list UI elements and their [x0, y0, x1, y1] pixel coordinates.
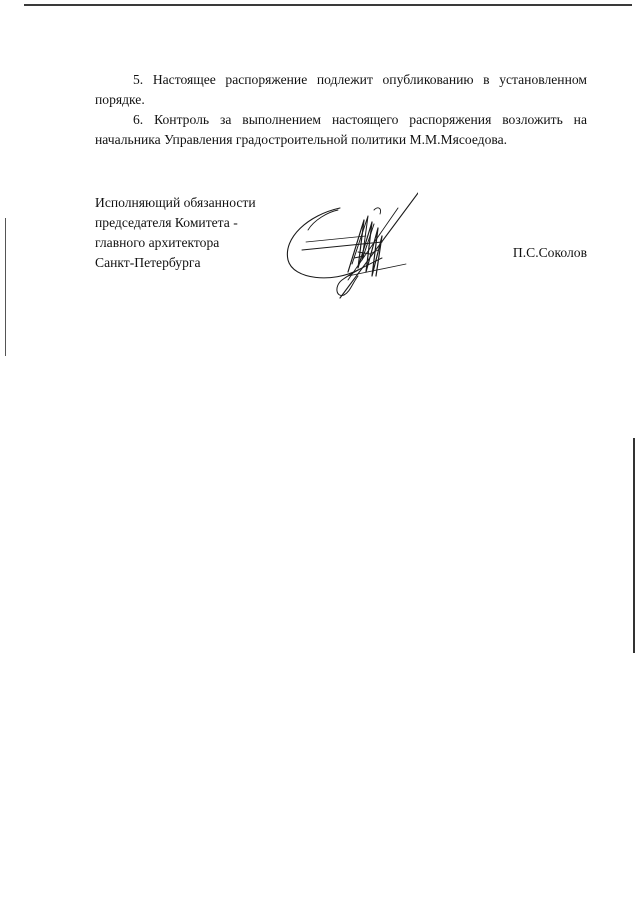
signatory-title-line: председателя Комитета -	[95, 215, 238, 230]
signatory-title-line: Санкт-Петербурга	[95, 255, 201, 270]
handwritten-signature	[278, 180, 418, 305]
scan-border-top	[24, 4, 632, 6]
paragraph-item-6: 6. Контроль за выполнением настоящего распоряжения возложить на начальника Управления градостроительной политики М.М.Мясоедова.	[95, 112, 587, 147]
signatory-title-line: Исполняющий обязанности	[95, 195, 256, 210]
paragraph-item-5: 5. Настоящее распоряжение подлежит опубликованию в установленном порядке.	[95, 72, 587, 107]
signatory-title-line: главного архитектора	[95, 235, 220, 250]
scan-border-left	[5, 218, 6, 356]
signatory-title	[95, 193, 256, 273]
signatory-name: П.С.Соколов	[512, 245, 587, 260]
scan-border-right	[633, 438, 635, 653]
document-body	[95, 70, 587, 150]
